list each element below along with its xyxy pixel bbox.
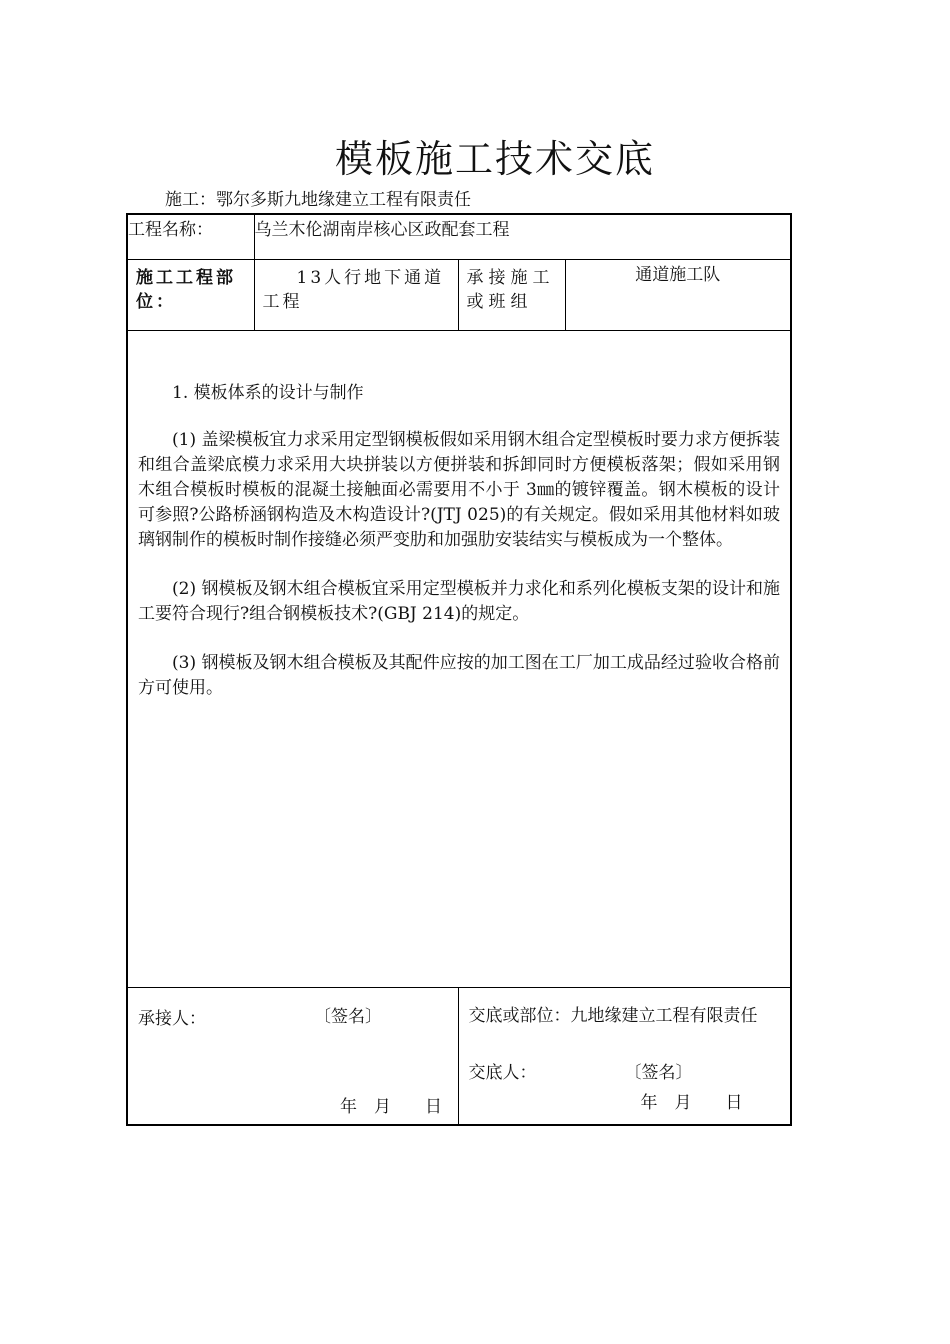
project-name-value: 乌兰木伦湖南岸核心区政配套工程 <box>254 214 791 260</box>
content-paragraph-1: (1) 盖梁模板宜力求采用定型钢模板假如采用钢木组合定型模板时要力求方便拆装和组合盖梁底模力求采用大块拼装以方便拼装和拆卸同时方便模板落架；假如采用钢木组合模板时模板的混凝土接触面必需要用不小于 3㎜的镀锌覆盖。钢木模板的设计可参照?公路桥涵钢构造及木构造设计?(JTJ 025)的有关规定。假如采用其他材料如玻璃钢制作的模板时制作接缝必须严变肋和加强肋安装结实与模板成为一个整体。 <box>138 430 780 550</box>
construction-location-label: 施工工程部位： <box>127 260 254 331</box>
receiver-signature: 〔签名〕 <box>314 1007 382 1027</box>
receiver-date: 年 月 日 <box>340 1097 442 1117</box>
receiver-label: 承接人： <box>138 1009 206 1029</box>
table-row-content <box>127 331 791 988</box>
team-label: 承接施工或班组 <box>458 260 565 331</box>
receiver-cell <box>127 988 458 1126</box>
document-title: 模板施工技术交底 <box>334 137 655 181</box>
giver-cell <box>458 988 791 1126</box>
giver-signature: 〔签名〕 <box>624 1063 693 1083</box>
content-paragraph-3: (3) 钢模板及钢木组合模板及其配件应按的加工图在工厂加工成品经过验收合格前方可使用。 <box>138 653 780 698</box>
table-row-signatures <box>127 988 791 1126</box>
disclosure-dept: 交底或部位：九地缘建立工程有限责任 <box>468 1006 758 1026</box>
table-row-location <box>127 260 791 331</box>
content-paragraph-2: (2) 钢模板及钢木组合模板宜采用定型模板并力求化和系列化模板支架的设计和施工要符合现行?组合钢模板技术?(GBJ 214)的规定。 <box>138 579 780 624</box>
giver-date: 年 月 日 <box>640 1093 743 1113</box>
content-cell <box>127 331 791 988</box>
project-name-label: 工程名称： <box>127 214 254 260</box>
content-body <box>128 331 790 701</box>
table-row-project <box>127 214 791 260</box>
giver-label: 交底人： <box>468 1063 537 1083</box>
team-value: 通道施工队 <box>565 260 791 331</box>
document-subtitle: 施工：鄂尔多斯九地缘建立工程有限责任 <box>165 190 471 210</box>
disclosure-table <box>126 213 792 1126</box>
construction-location-value: 13人行地下通道工程 <box>254 260 458 331</box>
content-heading: 1. 模板体系的设计与制作 <box>172 383 364 403</box>
